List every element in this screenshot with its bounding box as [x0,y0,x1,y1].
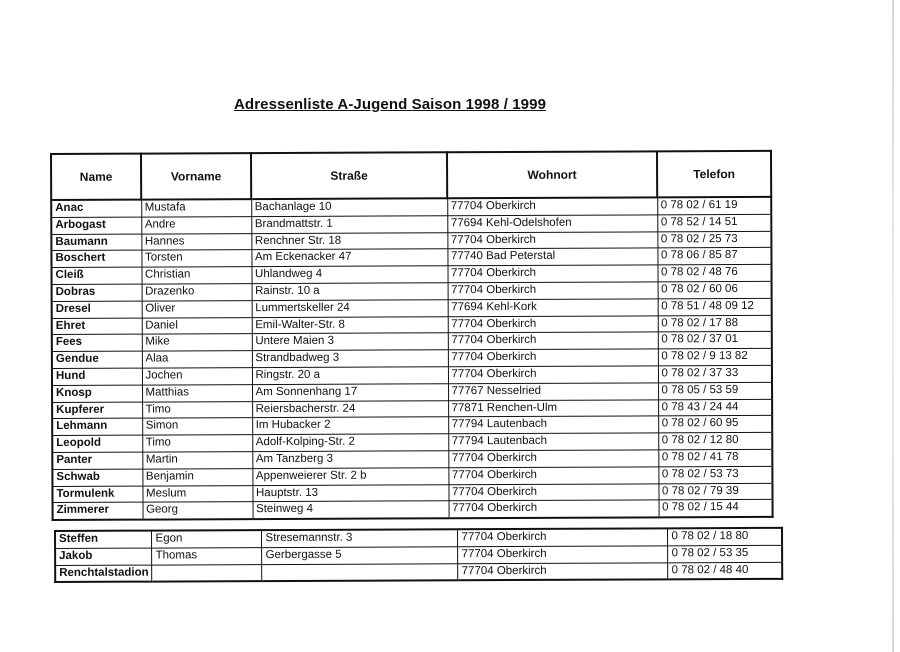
telefon-cell: 0 78 02 / 79 39 [658,483,772,500]
column-header-telefon: Telefon [657,151,771,197]
wohnort-cell: 77794 Lautenbach [448,433,658,451]
wohnort-cell: 77704 Oberkirch [447,265,657,283]
name-cell: Knosp [52,385,142,402]
vorname-cell: Georg [143,502,253,520]
scan-page-edge [892,0,894,652]
wohnort-cell: 77767 Nesselried [448,383,658,401]
strasse-cell: Brandmattstr. 1 [251,216,447,234]
vorname-cell: Matthias [142,384,252,401]
vorname-cell: Alaa [142,351,252,368]
wohnort-cell: 77704 Oberkirch [458,546,668,564]
strasse-cell: Emil-Walter-Str. 8 [252,316,448,334]
table-row [53,500,773,520]
telefon-cell: 0 78 02 / 9 13 82 [658,349,772,366]
wohnort-cell: 77704 Oberkirch [447,231,657,249]
name-cell: Zimmerer [53,502,143,520]
wohnort-cell: 77704 Oberkirch [448,366,658,384]
telefon-cell: 0 78 02 / 17 88 [658,315,772,332]
name-cell: Fees [52,334,142,351]
name-cell: Lehmann [52,418,142,435]
strasse-cell: Rainstr. 10 a [252,283,448,301]
strasse-cell: Appenweierer Str. 2 b [252,468,448,486]
strasse-cell: Hauptstr. 13 [252,484,448,502]
wohnort-cell: 77704 Oberkirch [448,450,658,468]
vorname-cell: Drazenko [142,284,252,301]
vorname-cell: Andre [141,216,251,233]
name-cell: Dobras [52,284,142,301]
address-table [50,150,774,521]
strasse-cell: Adolf-Kolping-Str. 2 [252,434,448,452]
name-cell: Hund [52,368,142,385]
wohnort-cell: 77794 Lautenbach [448,416,658,434]
telefon-cell: 0 78 02 / 53 35 [668,545,782,562]
vorname-cell: Timo [142,435,252,452]
strasse-cell: Lummertskeller 24 [252,300,448,318]
wohnort-cell: 77704 Oberkirch [448,315,658,333]
wohnort-cell: 77704 Oberkirch [448,332,658,350]
vorname-cell: Mike [142,334,252,351]
vorname-cell: Benjamin [142,468,252,485]
telefon-cell: 0 78 05 / 53 59 [658,382,772,399]
strasse-cell: Ringstr. 20 a [252,367,448,385]
vorname-cell: Thomas [152,547,262,564]
wohnort-cell: 77871 Renchen-Ulm [448,399,658,417]
strasse-cell: Reiersbacherstr. 24 [252,400,448,418]
vorname-cell: Torsten [141,250,251,267]
strasse-cell: Renchner Str. 18 [251,232,447,250]
wohnort-cell: 77704 Oberkirch [448,483,658,501]
strasse-cell: Bachanlage 10 [251,198,447,216]
strasse-cell: Gerbergasse 5 [262,547,458,565]
telefon-cell: 0 78 02 / 41 78 [658,449,772,466]
wohnort-cell: 77704 Oberkirch [458,528,668,546]
telefon-cell: 0 78 02 / 37 01 [658,332,772,349]
wohnort-cell: 77704 Oberkirch [447,197,657,215]
telefon-cell: 0 78 02 / 37 33 [658,365,772,382]
telefon-cell: 0 78 02 / 60 06 [658,281,772,298]
strasse-cell: Am Sonnenhang 17 [252,384,448,402]
name-cell: Dresel [52,301,142,318]
name-cell: Tormulenk [52,486,142,503]
vorname-cell: Christian [141,267,251,284]
vorname-cell: Egon [152,530,262,548]
name-cell: Kupferer [52,402,142,419]
strasse-cell: Stresemannstr. 3 [262,529,458,547]
additional-address-table [54,527,783,584]
table-row [55,562,782,582]
wohnort-cell: 77704 Oberkirch [458,562,668,580]
name-cell: Cleiß [52,267,142,284]
telefon-cell: 0 78 43 / 24 44 [658,399,772,416]
column-header-vorname: Vorname [141,153,251,199]
telefon-cell: 0 78 02 / 48 76 [657,265,771,282]
column-header-wohnort: Wohnort [447,151,657,198]
name-cell: Boschert [51,250,141,267]
page-title: Adressenliste A-Jugend Saison 1998 / 1999 [234,96,547,113]
vorname-cell: Oliver [142,300,252,317]
column-header-strasse: Straße [251,152,447,199]
telefon-cell: 0 78 02 / 48 40 [668,562,782,580]
telefon-cell: 0 78 02 / 25 73 [657,231,771,248]
vorname-cell: Simon [142,418,252,435]
name-cell: Arbogast [51,217,141,234]
name-cell: Steffen [55,531,152,549]
telefon-cell: 0 78 02 / 60 95 [658,416,772,433]
name-cell: Anac [51,200,141,218]
header-row [51,151,771,200]
vorname-cell: Meslum [142,485,252,502]
vorname-cell: Timo [142,401,252,418]
telefon-cell: 0 78 52 / 14 51 [657,214,771,231]
strasse-cell: Im Hubacker 2 [252,417,448,435]
name-cell: Panter [52,452,142,469]
name-cell: Jakob [55,548,152,565]
strasse-cell: Am Eckenacker 47 [251,249,447,267]
vorname-cell: Jochen [142,368,252,385]
telefon-cell: 0 78 02 / 53 73 [658,466,772,483]
telefon-cell: 0 78 06 / 85 87 [657,248,771,265]
strasse-cell: Uhlandweg 4 [251,266,447,284]
wohnort-cell: 77740 Bad Peterstal [447,248,657,266]
name-cell: Baumann [51,234,141,251]
wohnort-cell: 77704 Oberkirch [448,349,658,367]
name-cell: Ehret [52,318,142,335]
wohnort-cell: 77704 Oberkirch [448,467,658,485]
strasse-cell: Strandbadweg 3 [252,350,448,368]
vorname-cell: Martin [142,452,252,469]
telefon-cell: 0 78 02 / 12 80 [658,433,772,450]
telefon-cell: 0 78 02 / 15 44 [659,500,773,518]
wohnort-cell: 77704 Oberkirch [449,500,659,518]
telefon-cell: 0 78 02 / 61 19 [657,197,771,215]
strasse-cell: Steinweg 4 [253,501,449,519]
wohnort-cell: 77694 Kehl-Kork [448,299,658,317]
strasse-cell [262,563,458,581]
telefon-cell: 0 78 51 / 48 09 12 [658,298,772,315]
vorname-cell [152,564,262,582]
vorname-cell: Hannes [141,233,251,250]
wohnort-cell: 77694 Kehl-Odelshofen [447,215,657,233]
column-header-name: Name [51,154,141,200]
strasse-cell: Untere Maien 3 [252,333,448,351]
wohnort-cell: 77704 Oberkirch [448,282,658,300]
strasse-cell: Am Tanzberg 3 [252,451,448,469]
name-cell: Gendue [52,351,142,368]
vorname-cell: Mustafa [141,199,251,217]
name-cell: Leopold [52,435,142,452]
vorname-cell: Daniel [142,317,252,334]
telefon-cell: 0 78 02 / 18 80 [668,528,782,546]
name-cell: Schwab [52,469,142,486]
name-cell: Renchtalstadion [55,565,152,583]
